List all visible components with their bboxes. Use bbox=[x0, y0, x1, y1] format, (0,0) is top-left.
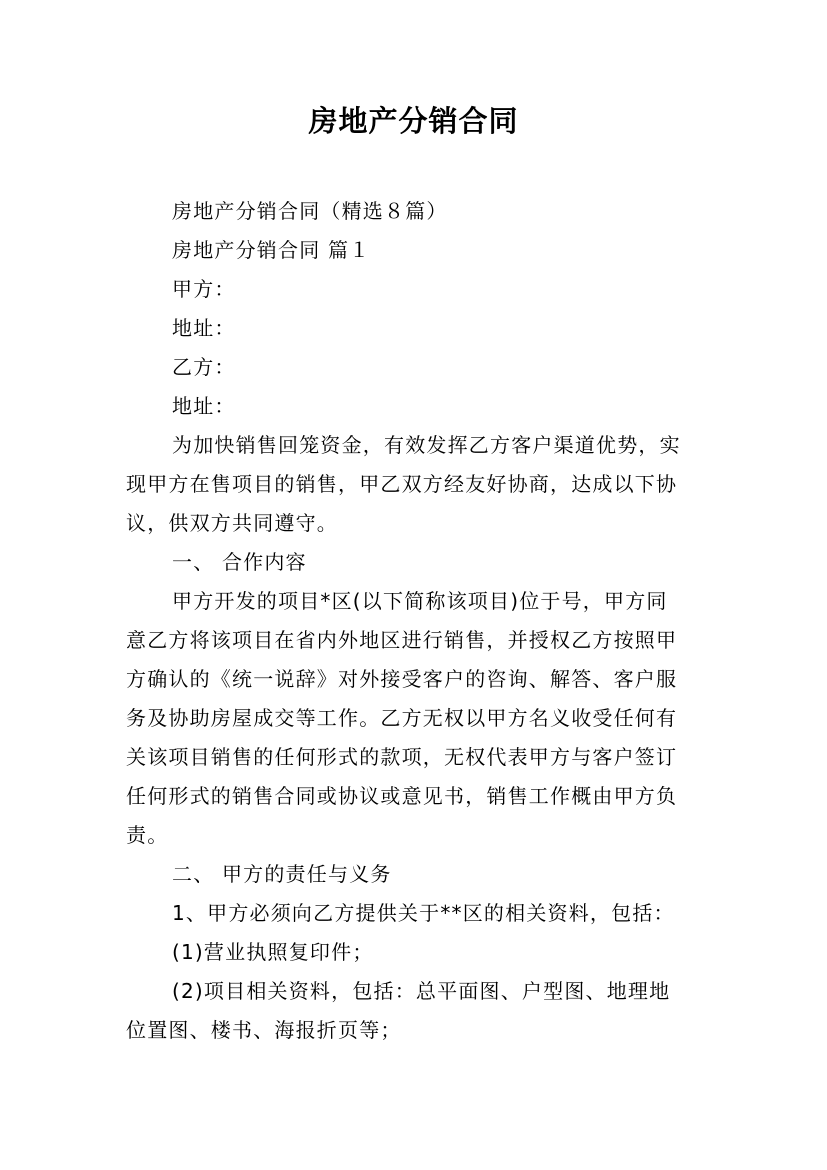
item-1-2-line: 位置图、楼书、海报折页等； bbox=[126, 1018, 402, 1042]
address-a-label: 地址： bbox=[172, 316, 236, 340]
section-1-line: 意乙方将该项目在省内外地区进行销售，并授权乙方按照甲 bbox=[126, 628, 678, 652]
item-1: 1、甲方必须向乙方提供关于**区的相关资料，包括： bbox=[172, 901, 675, 925]
section-1-line: 责。 bbox=[126, 823, 169, 847]
party-b-label: 乙方： bbox=[172, 355, 236, 379]
intro-line: 为加快销售回笼资金，有效发挥乙方客户渠道优势，实 bbox=[172, 433, 681, 457]
section-1-line: 甲方开发的项目*区(以下简称该项目)位于号，甲方同 bbox=[172, 589, 668, 613]
item-1-1: (1)营业执照复印件； bbox=[172, 940, 374, 964]
intro-line: 议，供双方共同遵守。 bbox=[126, 511, 338, 535]
intro-line: 现甲方在售项目的销售，甲乙双方经友好协商，达成以下协 bbox=[126, 472, 678, 496]
party-a-label: 甲方： bbox=[172, 277, 236, 301]
subtitle: 房地产分销合同（精选８篇） bbox=[172, 199, 448, 223]
heading-article-1: 房地产分销合同 篇１ bbox=[172, 238, 371, 262]
section-1-line: 关该项目销售的任何形式的款项，无权代表甲方与客户签订 bbox=[126, 745, 678, 769]
section-2-title: 二、 甲方的责任与义务 bbox=[172, 862, 392, 886]
address-b-label: 地址： bbox=[172, 394, 236, 418]
section-1-line: 务及协助房屋成交等工作。乙方无权以甲方名义收受任何有 bbox=[126, 706, 678, 730]
item-1-2-line: (2)项目相关资料，包括：总平面图、户型图、地理地 bbox=[172, 979, 671, 1003]
section-1-title: 一、 合作内容 bbox=[172, 550, 307, 574]
section-1-line: 方确认的《统一说辞》对外接受客户的咨询、解答、客户服 bbox=[126, 667, 678, 691]
section-1-line: 任何形式的销售合同或协议或意见书，销售工作概由甲方负 bbox=[126, 784, 678, 808]
document-title: 房地产分销合同 bbox=[308, 104, 519, 138]
